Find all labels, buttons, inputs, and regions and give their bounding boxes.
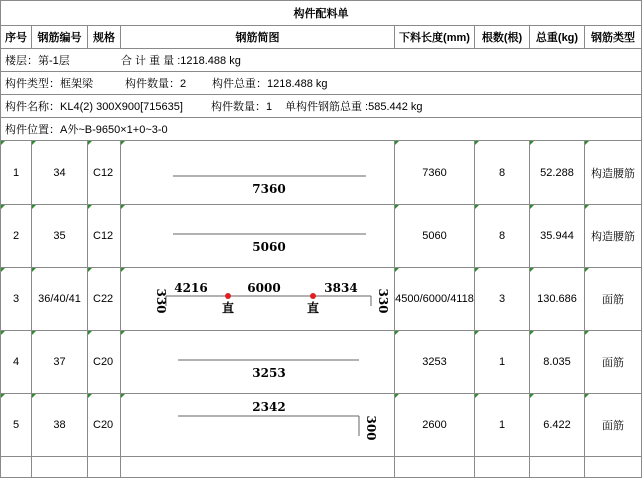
- header-spec: 规格: [88, 26, 121, 49]
- dimension-label: 7360: [252, 182, 286, 196]
- cell-diagram: [121, 268, 395, 331]
- cell-spec: C12: [88, 205, 121, 268]
- table-row: [1, 457, 642, 478]
- dimension-label: 5060: [252, 240, 286, 254]
- rebar-diagram: [121, 394, 395, 456]
- hook-label-right: 330: [376, 288, 390, 314]
- header-code: 钢筋编号: [32, 26, 88, 49]
- info-floor-row: [1, 49, 642, 72]
- hook-label: 300: [364, 415, 378, 441]
- info-type-row: [1, 72, 642, 95]
- component-qty-label: 构件数量：1: [211, 101, 273, 113]
- cell-spec: C12: [88, 141, 121, 205]
- rebar-diagram: [121, 141, 395, 204]
- cell-length: 4500/6000/4118: [395, 268, 475, 331]
- floor-label: 楼层：第-1层: [5, 55, 70, 67]
- cell-weight: 6.422: [530, 394, 585, 457]
- table-row: [1, 331, 642, 394]
- cell-count: 1: [475, 331, 530, 394]
- rebar-diagram: [121, 268, 395, 330]
- header-type: 钢筋类型: [585, 26, 642, 49]
- header-seq: 序号: [1, 26, 32, 49]
- cell-type: 面筋: [585, 394, 642, 457]
- unit-weight-label: 单构件钢筋总重 :585.442 kg: [285, 101, 423, 113]
- cell-seq: 1: [1, 141, 32, 205]
- dimension-label-right: 3834: [324, 281, 358, 295]
- info-name-row: [1, 95, 642, 118]
- hook-label-left: 330: [154, 288, 168, 314]
- cell-code: 37: [32, 331, 88, 394]
- cell-diagram: [121, 205, 395, 268]
- header-weight: 总重(kg): [530, 26, 585, 49]
- cell-count: 1: [475, 394, 530, 457]
- cell-type: 构造腰筋: [585, 141, 642, 205]
- cell-code: 36/40/41: [32, 268, 88, 331]
- cell-type: 面筋: [585, 331, 642, 394]
- cell-seq: 5: [1, 394, 32, 457]
- cell-seq: 3: [1, 268, 32, 331]
- splice-dot-right: [310, 293, 316, 299]
- table-row: [1, 268, 642, 331]
- sheet-title: 构件配料单: [1, 1, 642, 26]
- cell-length: 2600: [395, 394, 475, 457]
- table-row: [1, 205, 642, 268]
- cell-spec: C20: [88, 331, 121, 394]
- cell-seq: 4: [1, 331, 32, 394]
- table-row: [1, 141, 642, 205]
- header-count: 根数(根): [475, 26, 530, 49]
- cell-spec: C20: [88, 394, 121, 457]
- component-total-label: 构件总重：1218.488 kg: [212, 78, 328, 90]
- dimension-label-left: 4216: [174, 281, 208, 295]
- cell-diagram: [121, 141, 395, 205]
- cell-spec: C22: [88, 268, 121, 331]
- cell-type: 面筋: [585, 268, 642, 331]
- cell-code: 35: [32, 205, 88, 268]
- cell-type: 构造腰筋: [585, 205, 642, 268]
- header-row: [1, 26, 642, 49]
- rebar-diagram: [121, 205, 395, 267]
- cell-seq: 2: [1, 205, 32, 268]
- component-name-label: 构件名称：KL4(2) 300X900[715635]: [5, 101, 183, 113]
- splice-dot-left: [225, 293, 231, 299]
- cell-code: 38: [32, 394, 88, 457]
- cell-length: 7360: [395, 141, 475, 205]
- header-length: 下料长度(mm): [395, 26, 475, 49]
- cell-code: 34: [32, 141, 88, 205]
- component-position-label: 构件位置：A外~B-9650×1+0~3-0: [5, 124, 168, 136]
- total-weight-label: 合 计 重 量 :1218.488 kg: [121, 55, 241, 67]
- splice-label-right: 直: [306, 301, 320, 315]
- cell-length: 5060: [395, 205, 475, 268]
- dimension-label: 3253: [252, 366, 286, 380]
- splice-label-left: 直: [221, 301, 235, 315]
- cell-weight: 35.944: [530, 205, 585, 268]
- cell-diagram: [121, 331, 395, 394]
- component-type-label: 构件类型：框架梁: [5, 78, 93, 90]
- cell-count: 8: [475, 141, 530, 205]
- header-diagram: 钢筋简图: [121, 26, 395, 49]
- info-position-row: [1, 118, 642, 141]
- table-row: [1, 394, 642, 457]
- cell-weight: 8.035: [530, 331, 585, 394]
- cell-weight: 52.288: [530, 141, 585, 205]
- cell-diagram: [121, 394, 395, 457]
- cell-count: 3: [475, 268, 530, 331]
- rebar-diagram: [121, 331, 395, 393]
- dimension-label: 2342: [252, 400, 286, 414]
- cell-weight: 130.686: [530, 268, 585, 331]
- component-count-label: 构件数量：2: [125, 78, 187, 90]
- cell-count: 8: [475, 205, 530, 268]
- dimension-label-mid: 6000: [247, 281, 281, 295]
- cell-length: 3253: [395, 331, 475, 394]
